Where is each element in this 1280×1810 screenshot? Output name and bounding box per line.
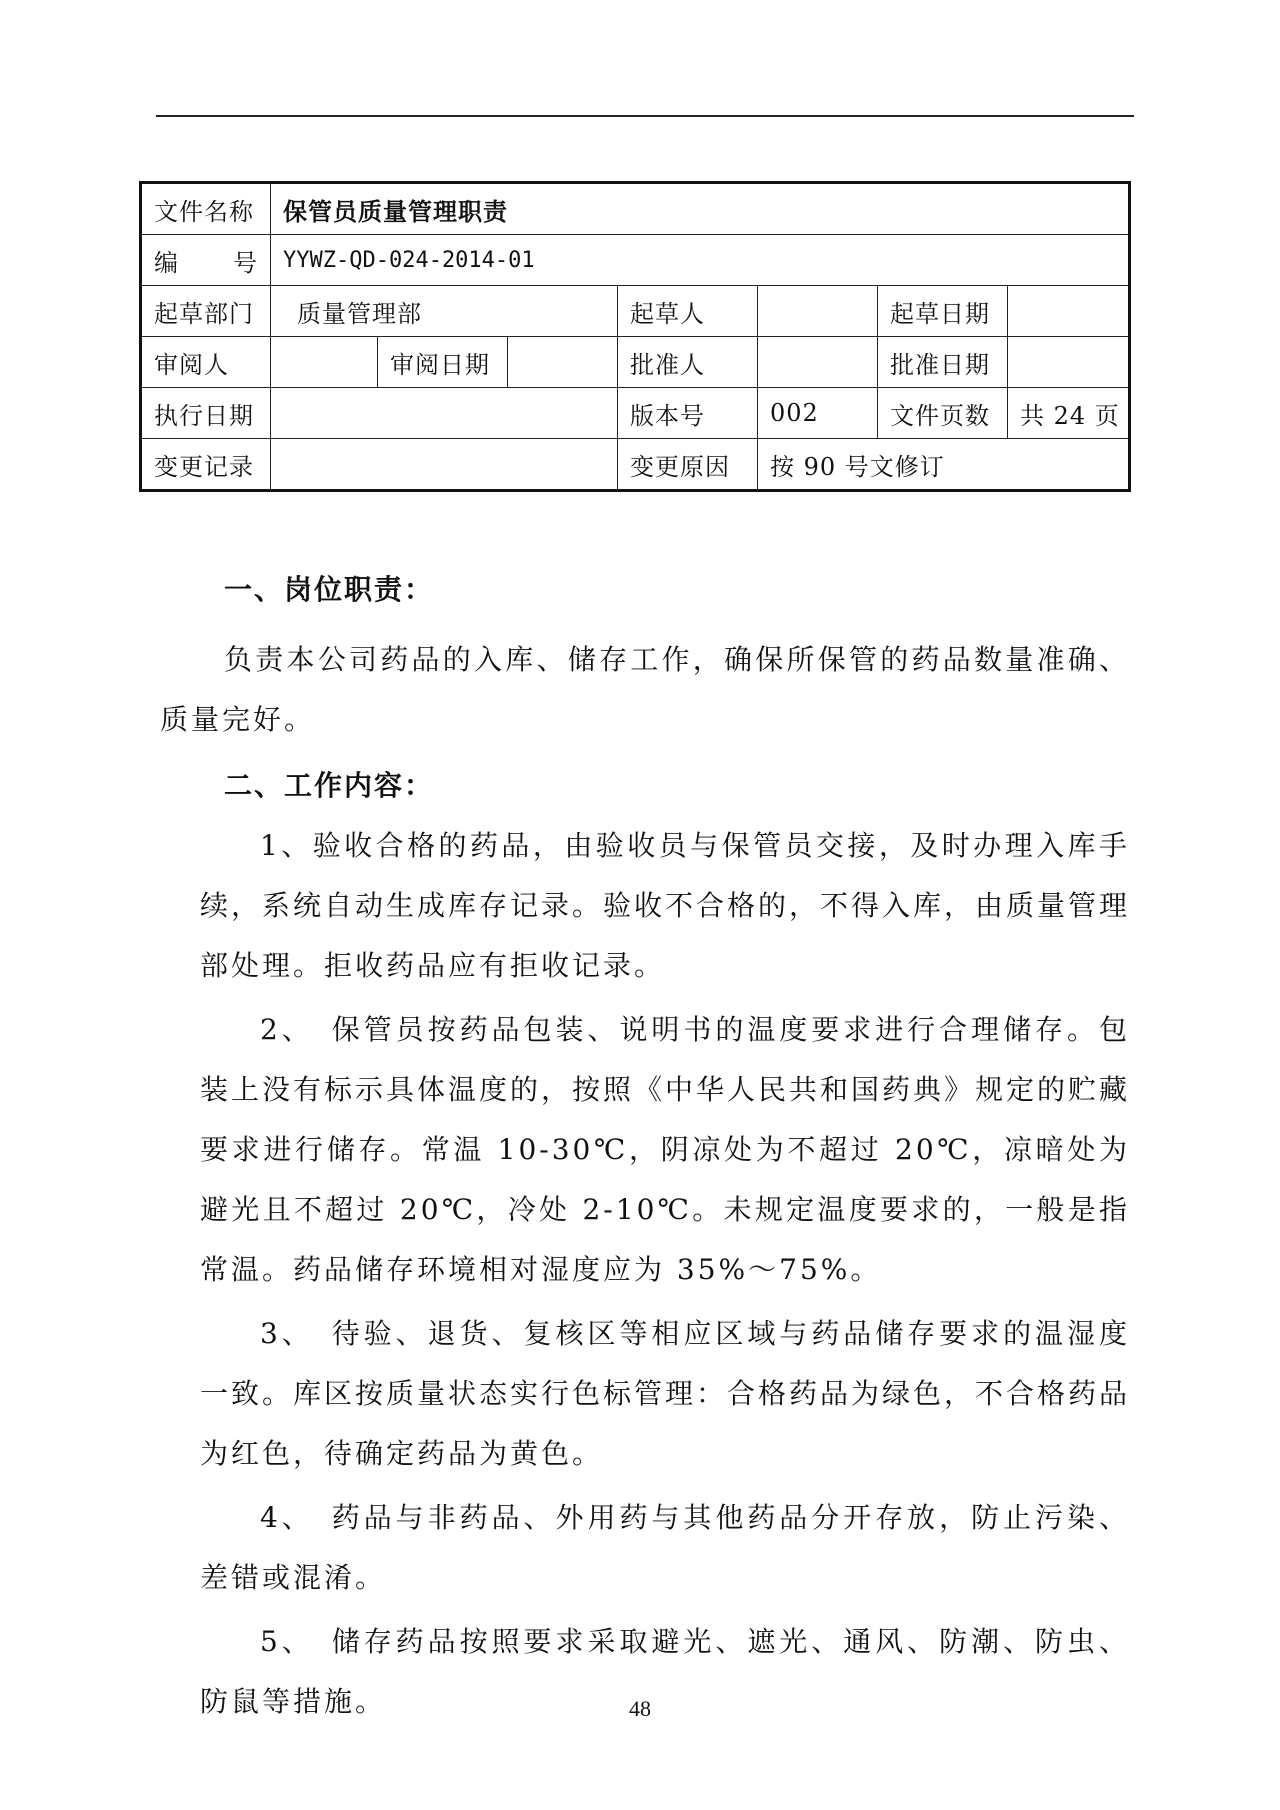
version-value: 002	[758, 388, 878, 439]
doc-name-value: 保管员质量管理职责	[271, 183, 1130, 235]
exec-date-label: 执行日期	[141, 388, 271, 439]
document-body	[160, 560, 1130, 1732]
draft-date-value	[1008, 286, 1130, 337]
work-item-2: 2、 保管员按药品包装、说明书的温度要求进行合理储存。包装上没有标示具体温度的，按照《中华人民共和国药典》规定的贮藏要求进行储存。常温 10-30℃，阴凉处为不超过 20℃，凉暗处为避光且不超过 20℃，冷处 2-10℃。未规定温度要求的，一般是指常温。药品储存环境相对湿度应为 35%～75%。	[200, 1013, 1131, 1286]
change-reason-value: 按 90 号文修订	[758, 439, 1130, 491]
section-heading-work: 二、工作内容：	[224, 769, 435, 802]
table-row	[141, 286, 1130, 337]
table-row	[141, 388, 1130, 439]
header-rule	[156, 115, 1134, 117]
table-row	[141, 183, 1130, 235]
approve-date-value	[1008, 337, 1130, 388]
exec-date-value	[271, 388, 618, 439]
review-date-label: 审阅日期	[378, 337, 508, 388]
change-reason-label: 变更原因	[618, 439, 758, 491]
change-record-value	[271, 439, 618, 491]
table-row	[141, 337, 1130, 388]
reviewer-value	[271, 337, 378, 388]
draft-date-label: 起草日期	[878, 286, 1008, 337]
reviewer-label: 审阅人	[141, 337, 271, 388]
pages-label: 文件页数	[878, 388, 1008, 439]
page-number: 48	[629, 1696, 651, 1721]
work-item-3: 3、 待验、退货、复核区等相应区域与药品储存要求的温湿度一致。库区按质量状态实行色标管理：合格药品为绿色，不合格药品为红色，待确定药品为黄色。	[200, 1317, 1131, 1470]
version-label: 版本号	[618, 388, 758, 439]
code-value: YYWZ-QD-024-2014-01	[271, 235, 1130, 286]
code-label: 编 号	[141, 235, 271, 286]
table-row	[141, 235, 1130, 286]
work-item-4: 4、 药品与非药品、外用药与其他药品分开存放，防止污染、差错或混淆。	[200, 1501, 1130, 1594]
table-row	[141, 439, 1130, 491]
draft-dept-value: 质量管理部	[271, 286, 618, 337]
change-record-label: 变更记录	[141, 439, 271, 491]
work-item-5: 5、 储存药品按照要求采取避光、遮光、通风、防潮、防虫、防鼠等措施。	[200, 1625, 1130, 1718]
work-item-1: 1、验收合格的药品，由验收员与保管员交接，及时办理入库手续，系统自动生成库存记录。验收不合格的，不得入库，由质量管理部处理。拒收药品应有拒收记录。	[200, 829, 1131, 982]
approver-label: 批准人	[618, 337, 758, 388]
doc-name-label: 文件名称	[141, 183, 271, 235]
document-info-table	[139, 181, 1131, 492]
drafter-value	[758, 286, 878, 337]
draft-dept-label: 起草部门	[141, 286, 271, 337]
review-date-value	[508, 337, 618, 388]
section-heading-duties: 一、岗位职责：	[224, 573, 435, 606]
approver-value	[758, 337, 878, 388]
duties-paragraph: 负责本公司药品的入库、储存工作，确保所保管的药品数量准确、质量完好。	[160, 643, 1130, 736]
drafter-label: 起草人	[618, 286, 758, 337]
pages-value: 共 24 页	[1008, 388, 1130, 439]
approve-date-label: 批准日期	[878, 337, 1008, 388]
